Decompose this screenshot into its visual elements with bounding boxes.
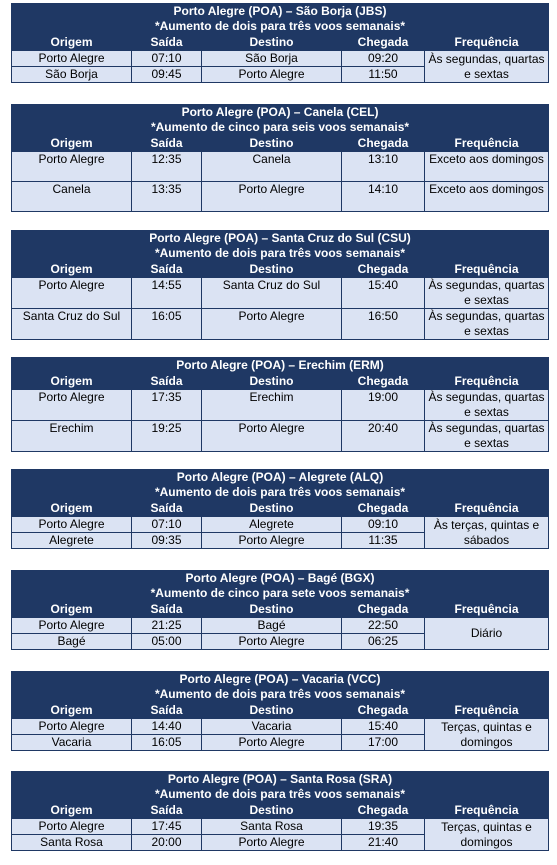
cell-saida: 12:35: [132, 152, 202, 182]
cell-origem: Porto Alegre: [12, 517, 132, 533]
cell-origem: Santa Cruz do Sul: [12, 309, 132, 340]
column-header: Saída: [132, 602, 202, 618]
header-row: [12, 803, 549, 819]
column-header: Frequência: [425, 136, 549, 152]
cell-origem: Alegrete: [12, 533, 132, 549]
route-table: [11, 230, 549, 340]
column-header: Chegada: [342, 703, 425, 719]
cell-frequencia: Terças, quintas e domingos: [425, 819, 549, 851]
cell-chegada: 17:00: [342, 735, 425, 751]
cell-origem: Porto Alegre: [12, 51, 132, 67]
route-title-cell: [12, 358, 549, 374]
route-title: Porto Alegre (POA) – Canela (CEL): [181, 105, 379, 119]
column-header: Origem: [12, 803, 132, 819]
route-table: [11, 771, 549, 851]
cell-saida: 17:45: [132, 819, 202, 835]
column-header: Frequência: [425, 35, 549, 51]
cell-chegada: 09:10: [342, 517, 425, 533]
cell-chegada: 19:35: [342, 819, 425, 835]
column-header: Saída: [132, 803, 202, 819]
route-subtitle: *Aumento de cinco para seis voos semanais*: [150, 120, 410, 134]
cell-destino: Porto Alegre: [202, 309, 342, 340]
column-header: Origem: [12, 35, 132, 51]
table-row: [12, 390, 549, 421]
route-title: Porto Alegre (POA) – Erechim (ERM): [176, 358, 384, 372]
cell-frequencia: Exceto aos domingos: [425, 152, 549, 182]
table-row: [12, 421, 549, 452]
column-header: Chegada: [342, 374, 425, 390]
cell-origem: Porto Alegre: [12, 152, 132, 182]
cell-saida: 09:45: [132, 67, 202, 83]
cell-destino: Vacaria: [202, 719, 342, 735]
cell-destino: Santa Cruz do Sul: [202, 278, 342, 309]
route-table: [11, 469, 549, 549]
cell-chegada: 13:10: [342, 152, 425, 182]
column-header: Destino: [202, 501, 342, 517]
cell-origem: Porto Alegre: [12, 819, 132, 835]
cell-origem: Vacaria: [12, 735, 132, 751]
cell-frequencia: Às segundas, quartas e sextas: [425, 390, 549, 421]
route-title-cell: [12, 672, 549, 703]
route-title-cell: [12, 105, 549, 136]
cell-origem: Porto Alegre: [12, 390, 132, 421]
cell-destino: Porto Alegre: [202, 634, 342, 650]
table-row: [12, 819, 549, 835]
cell-saida: 07:10: [132, 517, 202, 533]
cell-origem: Porto Alegre: [12, 618, 132, 634]
route-subtitle: *Aumento de cinco para sete voos semanais*: [150, 586, 410, 600]
cell-destino: Santa Rosa: [202, 819, 342, 835]
column-header: Frequência: [425, 262, 549, 278]
table-row: [12, 51, 549, 67]
cell-frequencia: Exceto aos domingos: [425, 182, 549, 212]
column-header: Chegada: [342, 136, 425, 152]
cell-destino: Porto Alegre: [202, 533, 342, 549]
route-table: [11, 671, 549, 751]
cell-saida: 05:00: [132, 634, 202, 650]
cell-destino: São Borja: [202, 51, 342, 67]
route-table: [11, 104, 549, 212]
column-header: Chegada: [342, 602, 425, 618]
cell-frequencia: Às segundas, quartas e sextas: [425, 51, 549, 83]
route-subtitle: *Aumento de dois para três voos semanais*: [154, 687, 406, 701]
header-row: [12, 374, 549, 390]
cell-origem: Canela: [12, 182, 132, 212]
cell-frequencia: Diário: [425, 618, 549, 650]
cell-destino: Canela: [202, 152, 342, 182]
cell-saida: 07:10: [132, 51, 202, 67]
header-row: [12, 35, 549, 51]
cell-chegada: 22:50: [342, 618, 425, 634]
route-table: [11, 3, 549, 83]
column-header: Destino: [202, 602, 342, 618]
column-header: Destino: [202, 703, 342, 719]
table-row: [12, 517, 549, 533]
cell-frequencia: Às segundas, quartas e sextas: [425, 278, 549, 309]
route-subtitle: *Aumento de dois para três voos semanais*: [154, 485, 406, 499]
column-header: Destino: [202, 374, 342, 390]
route-table: [11, 357, 549, 452]
cell-frequencia: Terças, quintas e domingos: [425, 719, 549, 751]
cell-chegada: 11:50: [342, 67, 425, 83]
column-header: Chegada: [342, 262, 425, 278]
route-title-cell: [12, 231, 549, 262]
cell-origem: Bagé: [12, 634, 132, 650]
route-title-cell: [12, 772, 549, 803]
route-subtitle: *Aumento de dois para três voos semanais*: [154, 246, 406, 260]
cell-saida: 13:35: [132, 182, 202, 212]
cell-chegada: 09:20: [342, 51, 425, 67]
route-title: Porto Alegre (POA) – Santa Rosa (SRA): [167, 772, 393, 786]
cell-origem: Erechim: [12, 421, 132, 452]
cell-chegada: 15:40: [342, 278, 425, 309]
cell-origem: Porto Alegre: [12, 719, 132, 735]
column-header: Destino: [202, 262, 342, 278]
cell-destino: Alegrete: [202, 517, 342, 533]
table-row: [12, 278, 549, 309]
header-row: [12, 262, 549, 278]
column-header: Saída: [132, 262, 202, 278]
table-row: [12, 719, 549, 735]
cell-chegada: 21:40: [342, 835, 425, 851]
cell-chegada: 20:40: [342, 421, 425, 452]
header-row: [12, 602, 549, 618]
column-header: Chegada: [342, 35, 425, 51]
cell-origem: Porto Alegre: [12, 278, 132, 309]
column-header: Frequência: [425, 374, 549, 390]
route-title: Porto Alegre (POA) – Bagé (BGX): [185, 571, 375, 585]
header-row: [12, 136, 549, 152]
cell-chegada: 11:35: [342, 533, 425, 549]
column-header: Frequência: [425, 803, 549, 819]
cell-origem: Santa Rosa: [12, 835, 132, 851]
table-row: [12, 309, 549, 340]
column-header: Origem: [12, 501, 132, 517]
cell-saida: 19:25: [132, 421, 202, 452]
cell-frequencia: Às terças, quintas e sábados: [425, 517, 549, 549]
column-header: Destino: [202, 803, 342, 819]
column-header: Saída: [132, 136, 202, 152]
column-header: Origem: [12, 262, 132, 278]
route-title-cell: [12, 470, 549, 501]
cell-origem: São Borja: [12, 67, 132, 83]
route-subtitle: *Aumento de dois para três voos semanais*: [154, 19, 406, 33]
cell-saida: 09:35: [132, 533, 202, 549]
cell-destino: Erechim: [202, 390, 342, 421]
route-title-cell: [12, 4, 549, 35]
column-header: Origem: [12, 374, 132, 390]
route-table: [11, 570, 549, 650]
column-header: Saída: [132, 35, 202, 51]
cell-chegada: 19:00: [342, 390, 425, 421]
route-subtitle: *Aumento de dois para três voos semanais*: [154, 787, 406, 801]
column-header: Origem: [12, 602, 132, 618]
table-row: [12, 618, 549, 634]
route-title: Porto Alegre (POA) – São Borja (JBS): [173, 4, 387, 18]
cell-destino: Porto Alegre: [202, 835, 342, 851]
table-row: [12, 182, 549, 212]
column-header: Frequência: [425, 703, 549, 719]
cell-destino: Porto Alegre: [202, 735, 342, 751]
cell-saida: 20:00: [132, 835, 202, 851]
column-header: Frequência: [425, 602, 549, 618]
cell-destino: Porto Alegre: [202, 67, 342, 83]
header-row: [12, 501, 549, 517]
cell-saida: 14:40: [132, 719, 202, 735]
column-header: Saída: [132, 501, 202, 517]
column-header: Origem: [12, 703, 132, 719]
column-header: Destino: [202, 136, 342, 152]
cell-saida: 16:05: [132, 735, 202, 751]
column-header: Frequência: [425, 501, 549, 517]
cell-chegada: 15:40: [342, 719, 425, 735]
cell-saida: 14:55: [132, 278, 202, 309]
cell-saida: 17:35: [132, 390, 202, 421]
cell-destino: Bagé: [202, 618, 342, 634]
cell-destino: Porto Alegre: [202, 182, 342, 212]
cell-chegada: 06:25: [342, 634, 425, 650]
cell-frequencia: Às segundas, quartas e sextas: [425, 309, 549, 340]
column-header: Origem: [12, 136, 132, 152]
route-title-cell: [12, 571, 549, 602]
column-header: Chegada: [342, 501, 425, 517]
cell-chegada: 14:10: [342, 182, 425, 212]
cell-frequencia: Às segundas, quartas e sextas: [425, 421, 549, 452]
route-title: Porto Alegre (POA) – Alegrete (ALQ): [176, 470, 384, 484]
column-header: Destino: [202, 35, 342, 51]
header-row: [12, 703, 549, 719]
route-title: Porto Alegre (POA) – Vacaria (VCC): [179, 672, 381, 686]
cell-saida: 16:05: [132, 309, 202, 340]
column-header: Saída: [132, 703, 202, 719]
cell-chegada: 16:50: [342, 309, 425, 340]
cell-destino: Porto Alegre: [202, 421, 342, 452]
route-title: Porto Alegre (POA) – Santa Cruz do Sul (CSU): [149, 231, 411, 245]
cell-saida: 21:25: [132, 618, 202, 634]
table-row: [12, 152, 549, 182]
column-header: Saída: [132, 374, 202, 390]
column-header: Chegada: [342, 803, 425, 819]
